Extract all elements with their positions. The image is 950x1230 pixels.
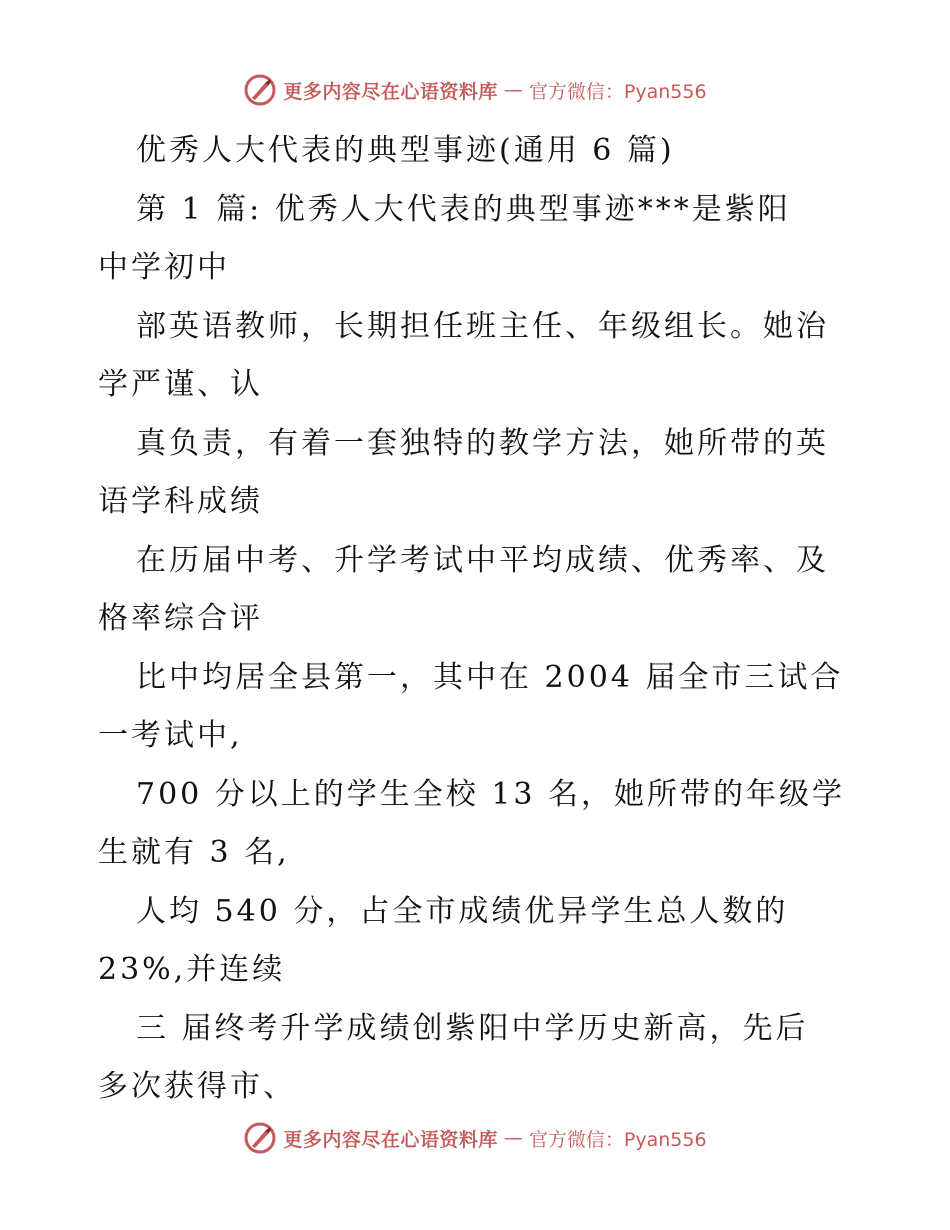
header-wechat-text: 官方微信：Pyan556 — [528, 80, 707, 103]
doc-line: 在历届中考、升学考试中平均成绩、优秀率、及 — [136, 542, 829, 578]
quill-logo-icon — [243, 73, 277, 107]
header-dash: — — [503, 79, 523, 101]
doc-line: 语学科成绩 — [98, 484, 263, 519]
footer-dash: — — [503, 1127, 523, 1149]
quill-logo-icon — [243, 1121, 277, 1155]
doc-line: 23%,并连续 — [98, 952, 286, 987]
doc-line: 生就有 3 名, — [98, 835, 290, 870]
doc-line: 700 分以上的学生全校 13 名，她所带的年级学 — [136, 776, 846, 812]
footer-banner — [0, 1118, 950, 1158]
doc-line: 真负责，有着一套独特的教学方法，她所带的英 — [136, 425, 829, 461]
doc-line: 三 届终考升学成绩创紫阳中学历史新高，先后 — [136, 1010, 809, 1046]
header-banner — [0, 70, 950, 110]
doc-line: 比中均居全县第一，其中在 2004 届全市三试合 — [136, 659, 844, 695]
doc-line: 中学初中 — [98, 250, 230, 285]
doc-line: 学严谨、认 — [98, 367, 263, 402]
doc-line: 部英语教师，长期担任班主任、年级组长。她治 — [136, 308, 829, 344]
header-site-text: 更多内容尽在心语资料库 — [283, 80, 498, 103]
document-body — [98, 122, 858, 1117]
doc-line: 第 1 篇: 优秀人大代表的典型事迹***是紫阳 — [136, 191, 791, 227]
doc-line: 多次获得市、 — [98, 1069, 296, 1104]
doc-line: 人均 540 分，占全市成绩优异学生总人数的 — [136, 893, 789, 929]
doc-line: 一考试中, — [98, 718, 243, 753]
footer-wechat-text: 官方微信：Pyan556 — [528, 1128, 707, 1151]
doc-title: 优秀人大代表的典型事迹(通用 6 篇) — [136, 133, 675, 168]
footer-site-text: 更多内容尽在心语资料库 — [283, 1128, 498, 1151]
doc-line: 格率综合评 — [98, 601, 263, 636]
